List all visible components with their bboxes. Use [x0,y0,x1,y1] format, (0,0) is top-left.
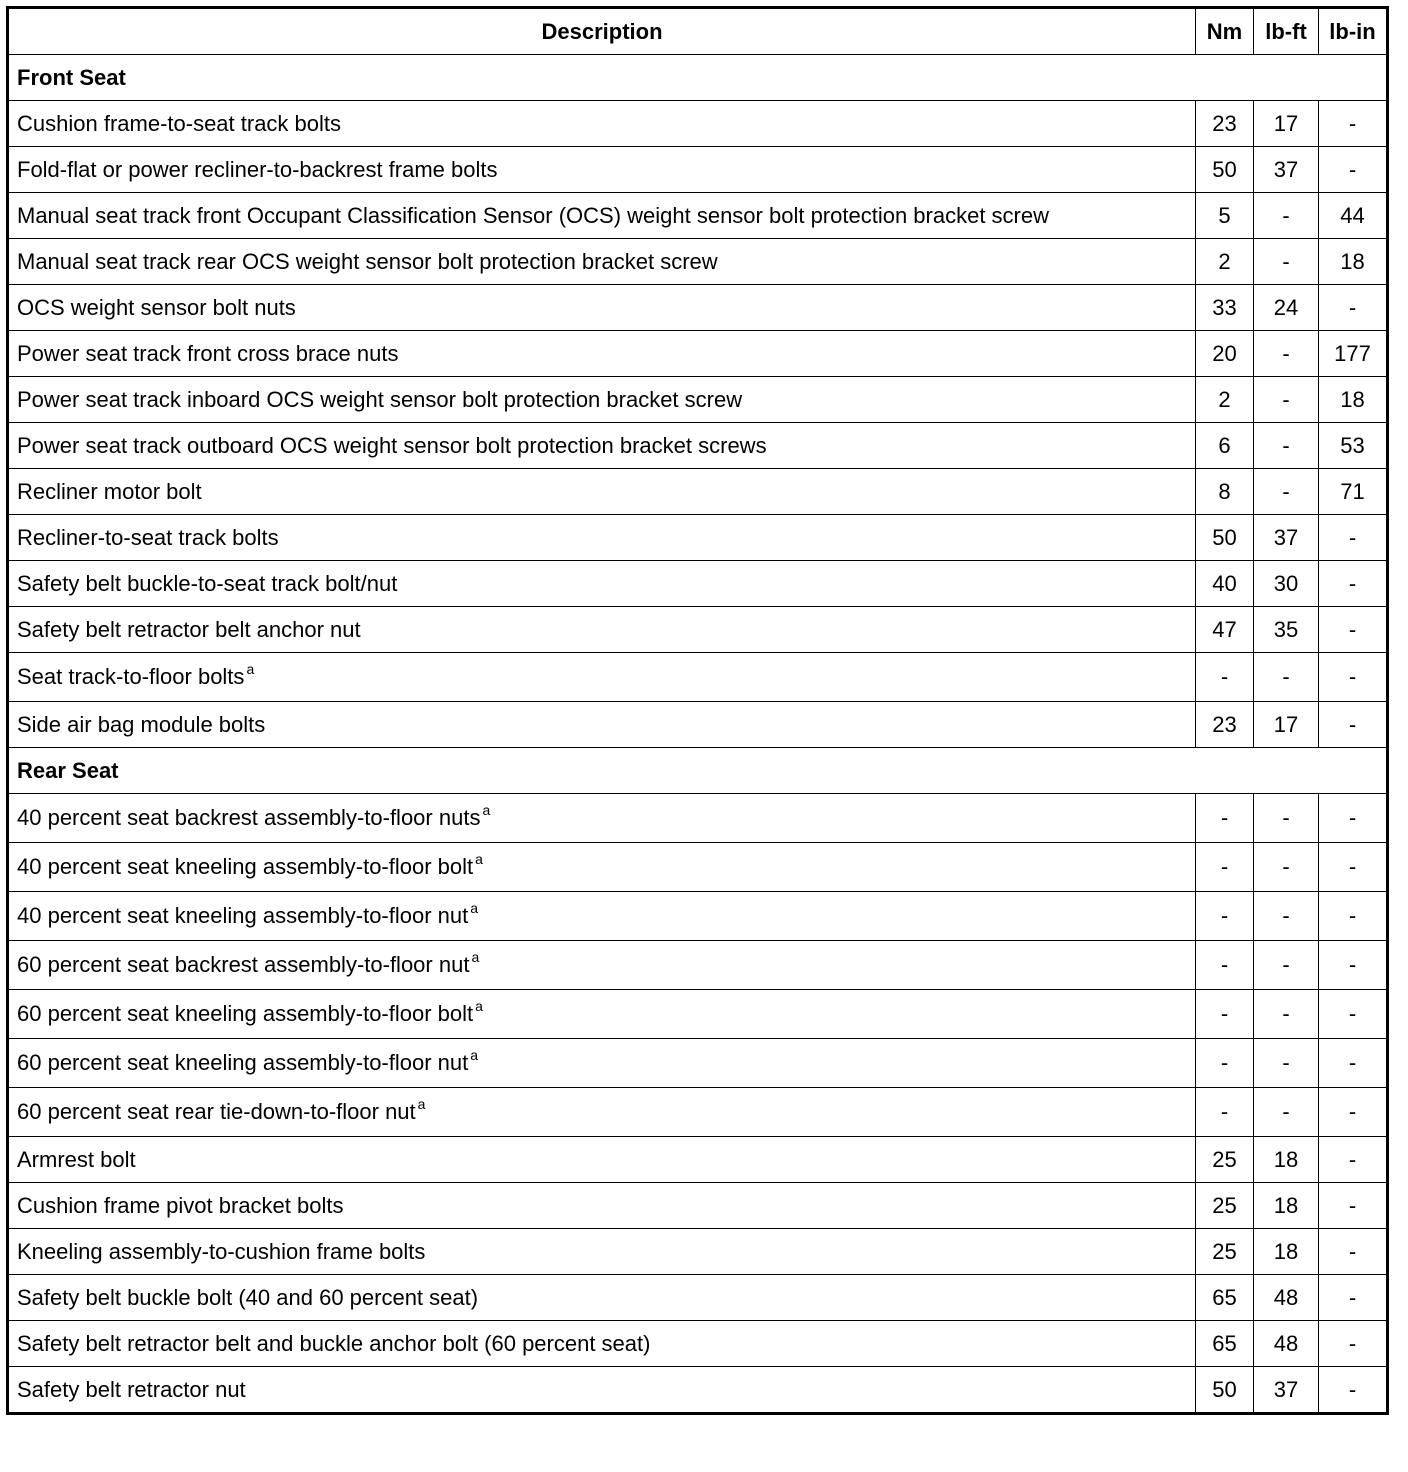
description-text: 60 percent seat kneeling assembly-to-floor bolt [17,1001,474,1026]
nm-cell: - [1196,990,1254,1039]
table-row [8,653,1388,702]
description-cell [8,1229,1196,1275]
table-body [8,55,1388,1414]
nm-cell: 25 [1196,1137,1254,1183]
lbft-cell: 37 [1254,147,1319,193]
lbin-cell: 18 [1319,239,1388,285]
nm-cell: 23 [1196,702,1254,748]
footnote-marker: a [482,802,491,818]
lbft-cell: - [1254,941,1319,990]
description-text: Power seat track inboard OCS weight sensor bolt protection bracket screw [17,386,743,412]
lbin-cell: 177 [1319,331,1388,377]
lbft-cell: 18 [1254,1137,1319,1183]
lbft-cell: 35 [1254,607,1319,653]
table-row [8,1367,1388,1414]
section-row [8,55,1388,101]
lbft-cell: 18 [1254,1183,1319,1229]
nm-cell: 2 [1196,377,1254,423]
description-cell [8,1367,1196,1414]
table-row [8,990,1388,1039]
lbin-cell: - [1319,843,1388,892]
lbft-cell: - [1254,331,1319,377]
description-text: Kneeling assembly-to-cushion frame bolts [17,1238,426,1264]
table-row [8,941,1388,990]
table-row [8,285,1388,331]
lbft-cell: 48 [1254,1275,1319,1321]
nm-cell: 8 [1196,469,1254,515]
description-text: Power seat track front cross brace nuts [17,340,399,366]
lbin-cell: - [1319,1183,1388,1229]
description-text: 40 percent seat kneeling assembly-to-floor nut [17,903,469,928]
description-text: 60 percent seat kneeling assembly-to-floor nut [17,1050,469,1075]
lbft-cell: - [1254,1039,1319,1088]
section-row [8,748,1388,794]
lbin-cell: - [1319,794,1388,843]
header-row [8,8,1388,55]
description-text: Safety belt buckle-to-seat track bolt/nut [17,570,398,596]
footnote-marker: a [475,998,483,1014]
description-cell [8,892,1196,941]
lbft-cell: 37 [1254,1367,1319,1414]
description-text: Side air bag module bolts [17,711,266,737]
lbin-cell: - [1319,1088,1388,1137]
lbft-cell: - [1254,469,1319,515]
lbin-cell: 71 [1319,469,1388,515]
description-cell [8,147,1196,193]
lbft-cell: - [1254,653,1319,702]
description-cell [8,1321,1196,1367]
table-row [8,1137,1388,1183]
nm-cell: 40 [1196,561,1254,607]
header-lbft: lb-ft [1254,8,1319,55]
description-text: Manual seat track front Occupant Classification Sensor (OCS) weight sensor bolt protection bracket screw [17,202,1050,228]
table-row [8,1039,1388,1088]
nm-cell: - [1196,843,1254,892]
lbft-cell: 17 [1254,702,1319,748]
table-row [8,1229,1388,1275]
table-row [8,1321,1388,1367]
nm-cell: 65 [1196,1321,1254,1367]
lbft-cell: 30 [1254,561,1319,607]
lbin-cell: - [1319,941,1388,990]
lbin-cell: 44 [1319,193,1388,239]
footnote-marker: a [470,900,479,916]
description-text: Manual seat track rear OCS weight sensor bolt protection bracket screw [17,248,718,274]
table-row [8,1183,1388,1229]
lbin-cell: - [1319,892,1388,941]
description-text: Seat track-to-floor bolts [17,664,245,689]
torque-spec-table [6,6,1389,1415]
footnote-marker: a [475,851,483,867]
description-cell [8,702,1196,748]
lbin-cell: - [1319,990,1388,1039]
table-row [8,377,1388,423]
description-text: 40 percent seat kneeling assembly-to-floor bolt [17,854,474,879]
description-cell [8,561,1196,607]
lbft-cell: - [1254,1088,1319,1137]
description-text: 40 percent seat backrest assembly-to-floor nuts [17,805,481,830]
lbin-cell: - [1319,1321,1388,1367]
lbin-cell: - [1319,285,1388,331]
table-row [8,193,1388,239]
lbft-cell: - [1254,377,1319,423]
lbin-cell: - [1319,1275,1388,1321]
lbft-cell: 17 [1254,101,1319,147]
nm-cell: 20 [1196,331,1254,377]
lbin-cell: - [1319,147,1388,193]
footnote-marker: a [417,1096,426,1112]
lbin-cell: - [1319,1137,1388,1183]
table-row [8,843,1388,892]
lbin-cell: - [1319,561,1388,607]
description-text: Safety belt retractor belt and buckle anchor bolt (60 percent seat) [17,1330,651,1356]
lbin-cell: - [1319,1229,1388,1275]
header-description: Description [8,8,1196,55]
nm-cell: 6 [1196,423,1254,469]
description-text: Safety belt retractor belt anchor nut [17,616,361,642]
description-text: Power seat track outboard OCS weight sensor bolt protection bracket screws [17,432,767,458]
description-cell [8,1275,1196,1321]
table-row [8,423,1388,469]
lbft-cell: 48 [1254,1321,1319,1367]
description-text: OCS weight sensor bolt nuts [17,294,296,320]
lbft-cell: - [1254,892,1319,941]
description-cell [8,101,1196,147]
table-row [8,702,1388,748]
description-text: Cushion frame-to-seat track bolts [17,110,342,136]
table-row [8,794,1388,843]
description-cell [8,607,1196,653]
description-cell [8,941,1196,990]
nm-cell: 50 [1196,1367,1254,1414]
lbft-cell: - [1254,423,1319,469]
table-row [8,515,1388,561]
table-row [8,239,1388,285]
header-lbin: lb-in [1319,8,1388,55]
nm-cell: - [1196,1039,1254,1088]
description-cell [8,843,1196,892]
description-cell [8,990,1196,1039]
nm-cell: - [1196,1088,1254,1137]
description-cell [8,1183,1196,1229]
footnote-marker: a [246,661,255,677]
table-row [8,1275,1388,1321]
lbft-cell: - [1254,990,1319,1039]
description-text: Cushion frame pivot bracket bolts [17,1192,344,1218]
nm-cell: 2 [1196,239,1254,285]
description-text: Safety belt buckle bolt (40 and 60 percent seat) [17,1284,479,1310]
description-cell [8,1039,1196,1088]
nm-cell: 5 [1196,193,1254,239]
description-text: Recliner-to-seat track bolts [17,524,279,550]
header-nm: Nm [1196,8,1254,55]
lbin-cell: - [1319,1039,1388,1088]
section-title: Front Seat [8,55,1388,101]
description-text: Safety belt retractor nut [17,1376,246,1402]
lbin-cell: - [1319,515,1388,561]
lbft-cell: - [1254,794,1319,843]
description-text: 60 percent seat rear tie-down-to-floor nut [17,1099,416,1124]
description-cell [8,193,1196,239]
footnote-marker: a [470,1047,479,1063]
description-cell [8,1137,1196,1183]
lbin-cell: - [1319,101,1388,147]
lbft-cell: 18 [1254,1229,1319,1275]
description-cell [8,1088,1196,1137]
description-cell [8,515,1196,561]
description-cell [8,653,1196,702]
lbft-cell: - [1254,239,1319,285]
lbft-cell: - [1254,193,1319,239]
description-cell [8,794,1196,843]
description-cell [8,423,1196,469]
nm-cell: 33 [1196,285,1254,331]
nm-cell: - [1196,892,1254,941]
nm-cell: 23 [1196,101,1254,147]
nm-cell: - [1196,941,1254,990]
lbin-cell: 18 [1319,377,1388,423]
description-text: Armrest bolt [17,1146,136,1172]
table-row [8,607,1388,653]
table-row [8,331,1388,377]
description-cell [8,377,1196,423]
table-row [8,892,1388,941]
lbft-cell: 24 [1254,285,1319,331]
nm-cell: - [1196,653,1254,702]
nm-cell: 25 [1196,1229,1254,1275]
description-cell [8,285,1196,331]
table-row [8,147,1388,193]
description-text: Recliner motor bolt [17,478,202,504]
description-text: 60 percent seat backrest assembly-to-floor nut [17,952,470,977]
lbin-cell: - [1319,607,1388,653]
lbin-cell: - [1319,1367,1388,1414]
table-row [8,469,1388,515]
table-row [8,561,1388,607]
nm-cell: 47 [1196,607,1254,653]
lbft-cell: 37 [1254,515,1319,561]
description-cell [8,469,1196,515]
nm-cell: 65 [1196,1275,1254,1321]
nm-cell: 50 [1196,515,1254,561]
lbin-cell: - [1319,653,1388,702]
nm-cell: 50 [1196,147,1254,193]
description-text: Fold-flat or power recliner-to-backrest frame bolts [17,156,498,182]
description-cell [8,331,1196,377]
nm-cell: 25 [1196,1183,1254,1229]
footnote-marker: a [471,949,480,965]
lbin-cell: 53 [1319,423,1388,469]
section-title: Rear Seat [8,748,1388,794]
lbin-cell: - [1319,702,1388,748]
table-row [8,101,1388,147]
nm-cell: - [1196,794,1254,843]
table-row [8,1088,1388,1137]
lbft-cell: - [1254,843,1319,892]
description-cell [8,239,1196,285]
